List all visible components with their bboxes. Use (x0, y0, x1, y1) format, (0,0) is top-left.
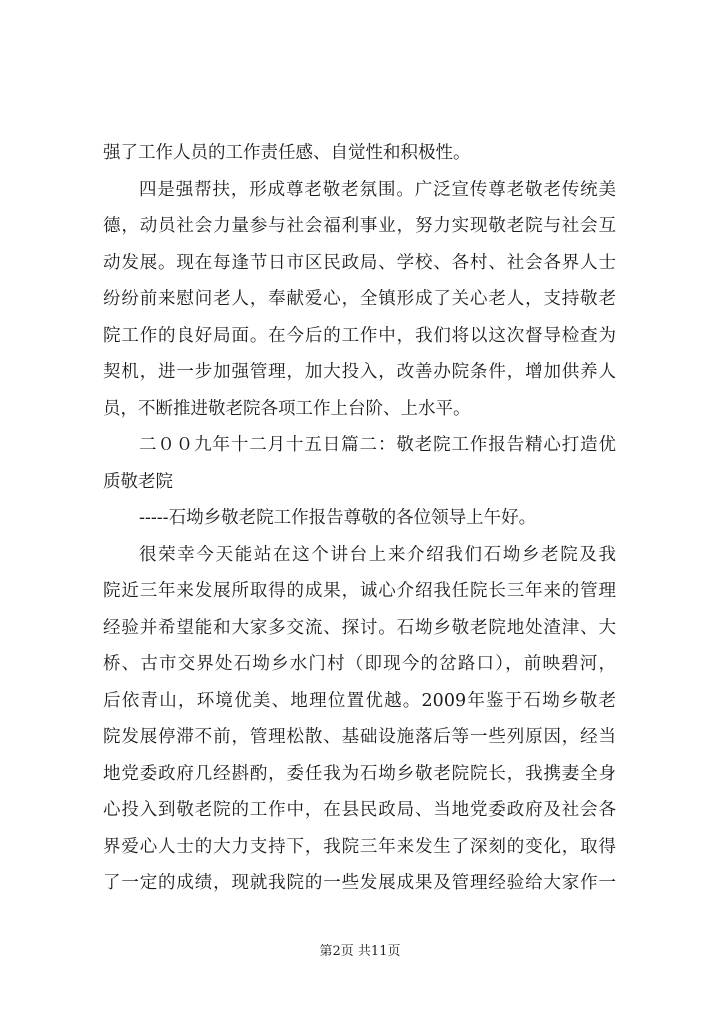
text-line: 强了工作人员的工作责任感、自觉性和积极性。 (103, 143, 471, 163)
text-line: 桥、古市交界处石坳乡水门村（即现今的岔路口），前映碧河， (103, 654, 616, 674)
text-line: 心投入到敬老院的工作中，在县民政局、当地党委政府及社会各 (103, 800, 616, 820)
text-line: 动发展。现在每逢节日市区民政局、学校、各村、社会各界人士 (103, 252, 616, 273)
text-line: 四是强帮扶，形成尊老敬老氛围。广泛宣传尊老敬老传统美 (139, 179, 616, 200)
text-line: 院近三年来发展所取得的成果，诚心介绍我任院长三年来的管理 (103, 581, 616, 601)
text-line: 二００九年十二月十五日篇二：敬老院工作报告精心打造优 (139, 435, 616, 455)
text-line: 很荣幸今天能站在这个讲台上来介绍我们石坳乡老院及我 (139, 544, 616, 565)
body-text (103, 138, 616, 905)
text-line: 界爱心人士的大力支持下，我院三年来发生了深刻的变化，取得 (103, 836, 616, 857)
text-line: 契机，进一步加强管理，加大投入，改善办院条件，增加供养人 (103, 362, 616, 382)
text-line: 了一定的成绩，现就我院的一些发展成果及管理经验给大家作一 (103, 873, 616, 893)
text-line: 院发展停滞不前，管理松散、基础设施落后等一些列原因，经当 (103, 727, 616, 747)
text-line: -----石坳乡敬老院工作报告尊敬的各位领导上午好。 (139, 508, 537, 528)
text-line: 纷纷前来慰问老人，奉献爱心，全镇形成了关心老人，支持敬老 (103, 289, 616, 309)
text-line: 经验并希望能和大家多交流、探讨。石坳乡敬老院地处渣津、大 (103, 617, 616, 638)
text-line: 员，不断推进敬老院各项工作上台阶、上水平。 (103, 398, 471, 419)
text-line: 后依青山，环境优美、地理位置优越。2009年鉴于石坳乡敬老 (103, 690, 616, 711)
page-number: 第2页 共11页 (319, 944, 401, 959)
text-line: 德，动员社会力量参与社会福利事业，努力实现敬老院与社会互 (103, 216, 616, 236)
text-line: 院工作的良好局面。在今后的工作中，我们将以这次督导检查为 (103, 325, 616, 346)
text-line: 质敬老院 (103, 471, 173, 492)
text-line: 地党委政府几经斟酌，委任我为石坳乡敬老院院长，我携妻全身 (103, 763, 616, 784)
